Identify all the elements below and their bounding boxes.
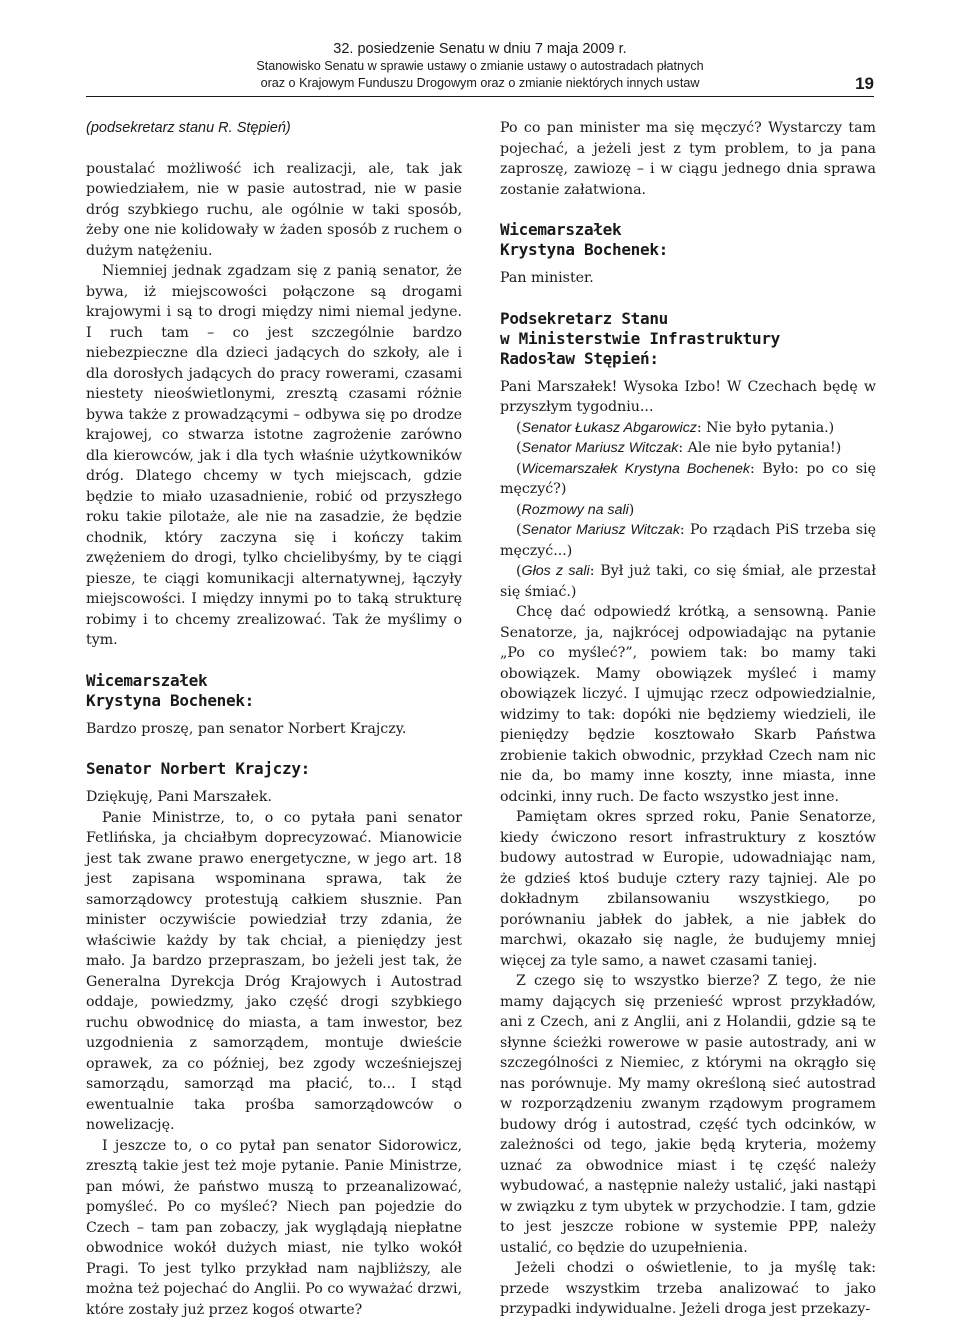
paragraph: poustalać możliwość ich realizacji, ale, tak jak powiedziałem, nie w pasie autostrad, nie w pasie dróg szybkiego ruchu, ale ogólnie w taki sposób, żeby one nie kolidowały w żaden sposób z ruchem o dużym natężeniu. (86, 159, 462, 262)
interjection: (Senator Łukasz Abgarowicz: Nie było pytania.) (500, 418, 876, 439)
continued-speaker-reference: (podsekretarz stanu R. Stępień) (86, 118, 462, 139)
interjection-text: : Było: po co się męczyć?) (500, 461, 876, 498)
interjection-speaker: Senator Łukasz Abgarowicz (522, 420, 697, 436)
interjection-text: : Po rządach PiS trzeba się męczyć...) (500, 522, 876, 559)
interjection: (Wicemarszałek Krystyna Bochenek: Było: po co się męczyć?) (500, 459, 876, 500)
paragraph: Chcę dać odpowiedź krótką, a sensowną. Panie Senatorze, ja, najkrócej odpowiadając na pytanie „Po co myśleć?”, powiem tak: bo mamy taki obowiązek. Mamy obowiązek myśleć i mamy obowiązek liczyć. I ujmując rzecz odpowiedzialnie, widzimy to tak: dopóki nie będziemy wiedzieli, ile pieniędzy będzie kosztowało Skarb Państwa zrobienie takich obwodnic, przykład Czech nam nic nie da, bo mamy inne koszty, inne miasta, inne odcinki, inny ruch. De facto wszystko jest inne. (500, 602, 876, 807)
speaker-heading (500, 309, 876, 369)
header-subject-line-2: oraz o Krajowym Funduszu Drogowym oraz o zmianie niektórych innych ustaw (86, 75, 874, 92)
speaker-heading (86, 759, 462, 779)
interjection: (Senator Mariusz Witczak: Ale nie było pytania!) (500, 438, 876, 459)
paragraph: Pani Marszałek! Wysoka Izbo! W Czechach będę w przyszłym tygodniu... (500, 377, 876, 418)
paragraph: Po co pan minister ma się męczyć? Wystarczy tam pojechać, a jeżeli jest z tym problem, to ja pana zaproszę, zawiozę – i w ciągu jednego dnia sprawa zostanie załatwiona. (500, 118, 876, 200)
paragraph: Pan minister. (500, 268, 876, 289)
interjection-text: : Ale nie było pytania!) (678, 440, 841, 456)
header-session-title: 32. posiedzenie Senatu w dniu 7 maja 2009 r. (86, 40, 874, 58)
speaker-name: Krystyna Bochenek: (500, 240, 876, 260)
left-column (86, 118, 462, 1320)
speaker-name: Krystyna Bochenek: (86, 691, 462, 711)
paragraph: Dziękuję, Pani Marszałek. (86, 787, 462, 808)
speaker-name: Radosław Stępień: (500, 349, 876, 369)
paragraph: Pamiętam okres sprzed roku, Panie Senatorze, kiedy ćwiczono resort infrastruktury z kosztów budowy autostrad w Europie, udowadniając nam, że gdzieś ktoś buduje cztery razy tajniej. Ale po dokładnym zbilansowaniu wszystkiego, po porównaniu jabłek do jabłek, a nie jabłek do marchwi, okazało się nagle, że budujemy mniej więcej za tyle samo, a nawet czasami taniej. (500, 807, 876, 971)
interjection-speaker: Rozmowy na sali (522, 502, 629, 518)
interjection-speaker: Wicemarszałek Krystyna Bochenek (522, 461, 750, 477)
running-header (86, 40, 874, 96)
speaker-name: Senator Norbert Krajczy: (86, 759, 462, 779)
interjection: (Rozmowy na sali) (500, 500, 876, 521)
speaker-ministry: w Ministerstwie Infrastruktury (500, 329, 876, 349)
paragraph: I jeszcze to, o co pytał pan senator Sidorowicz, zresztą takie jest też moje pytanie. Panie Ministrze, pan mówi, że państwo muszą to przeanalizować, pomyśleć. Po co myśleć? Niech pan pojedzie do Czech – tam pan zobaczy, jak wyglądają niepłatne obwodnice wokół dużych miast, nie tylko wokół Pragi. To jest tylko przykład nam najbliższy, ale można też pojechać do Anglii. Po co wyważać drzwi, które zostały już przez kogoś otwarte? (86, 1136, 462, 1320)
interjection-text: : Był już taki, co się śmiał, ale przestał się śmiać.) (500, 563, 876, 600)
speaker-title: Podsekretarz Stanu (500, 309, 876, 329)
paragraph: Jeżeli chodzi o oświetlenie, to ja myślę tak: przede wszystkim trzeba analizować to jako przypadki indywidualne. Jeżeli droga jest przekazy- (500, 1258, 876, 1320)
header-rule (86, 96, 874, 97)
speaker-title: Wicemarszałek (500, 220, 876, 240)
right-column (500, 118, 876, 1320)
interjection: (Głos z sali: Był już taki, co się śmiał, ale przestał się śmiać.) (500, 561, 876, 602)
interjection-speaker: Senator Mariusz Witczak (522, 522, 680, 538)
interjection-speaker: Głos z sali (522, 563, 590, 579)
paragraph: Niemniej jednak zgadzam się z panią senator, że bywa, iż miejscowości połączone są drogami krajowymi i są to drogi między nimi niemal jedyne. I ruch tam – co jest szczególnie bardzo niebezpieczne dla dzieci jadących do szkoły, ale i dla dorosłych jadących do pracy rowerami, czasami niestety nieoświetlonymi, zresztą czasami różnie bywa także z prowadzącymi – odbywa się po drodze krajowej, co stwarza istotne zagrożenie zarówno dla kierowców, jak i dla tych właśnie użytkowników dróg. Dlatego chcemy w tych miejscach, gdzie będzie to miało uzasadnienie, robić od przyszłego roku takie pilotaże, ale nie na zasadzie, że będzie chodnik, który zaczyna się i kończy takim zwężeniem do drogi, tylko chcielibyśmy, by te ciągi piesze, te ciągi komunikacji alternatywnej, łączyły miejscowości. I między innymi po to taką strukturę robimy i to chcemy zrealizować. Tak że myślimy o tym. (86, 261, 462, 651)
speaker-heading (86, 671, 462, 711)
paragraph: Z czego się to wszystko bierze? Z tego, że nie mamy dających się przenieść wprost przykładów, ani z Czech, ani z Anglii, ani z Holandii, gdzie są te słynne ścieżki rowerowe w pasie autostrady, ani w szczególności z Niemiec, z którymi na okrągło się nas porównuje. My mamy określoną sieć autostrad w rozporządzeniu zwanym rządowym programem budowy dróg i autostrad, część tych odcinków, w zależności od tego, jakie będą kryteria, możemy uznać za obwodnice miast i tę część należy wybudować, a następnie należy ustalić, jaki nastąpi w związku z tym ubytek w przychodzie. I tam, gdzie to jest jeszcze robione w systemie PPP, należy ustalić, co będzie do uzupełnienia. (500, 971, 876, 1258)
speaker-title: Wicemarszałek (86, 671, 462, 691)
interjection-text: : Nie było pytania.) (697, 420, 834, 436)
interjection: (Senator Mariusz Witczak: Po rządach PiS trzeba się męczyć...) (500, 520, 876, 561)
header-subject-line-1: Stanowisko Senatu w sprawie ustawy o zmianie ustawy o autostradach płatnych (86, 58, 874, 75)
page-number: 19 (855, 74, 874, 94)
paragraph: Panie Ministrze, to, o co pytała pani senator Fetlińska, ja chciałbym doprecyzować. Mianowicie jest tak zwane prawo energetyczne, w jego art. 18 jest zapisana wspominana sprawa, tak że samorządowcy protestują całkiem słusznie. Pan minister oczywiście powiedział trzy zdania, że właściwie każdy by tak chciał, a pieniędzy jest mało. Ja bardzo przepraszam, bo jeżeli jest tak, że Generalna Dyrekcja Dróg Krajowych i Autostrad oddaje, powiedzmy, jako część drogi szybkiego ruchu obwodnicę do miasta, a tam inwestor, bez uzgodnienia z samorządem, montuje dwieście oprawek, za co później, bez zgody wcześniejszej samorządu, samorząd ma płacić, to... I stąd ewentualnie taka prośba samorządowców o nowelizację. (86, 808, 462, 1136)
paragraph: Bardzo proszę, pan senator Norbert Krajczy. (86, 719, 462, 740)
interjection-speaker: Senator Mariusz Witczak (522, 440, 679, 456)
speaker-heading (500, 220, 876, 260)
